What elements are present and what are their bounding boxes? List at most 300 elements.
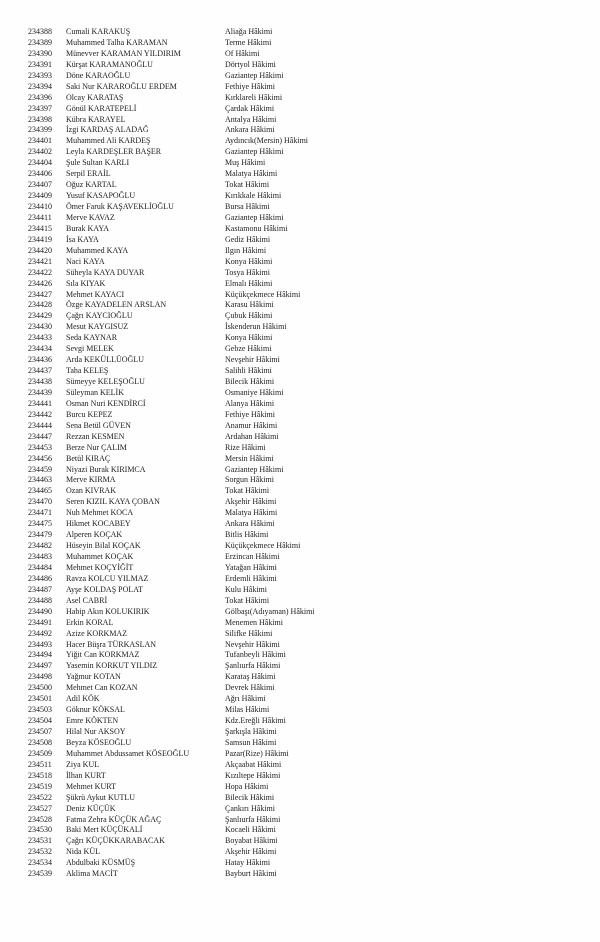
judge-id: 234507 bbox=[28, 727, 52, 736]
judge-id: 234509 bbox=[28, 748, 52, 758]
judge-title: Bitlis Hâkimi bbox=[225, 530, 269, 540]
judge-title: Tokat Hâkimi bbox=[225, 486, 270, 496]
judge-name: Habip Akın KOLUKIRIK bbox=[66, 606, 150, 616]
judge-id: 234518 bbox=[28, 770, 52, 780]
table-row bbox=[28, 475, 600, 486]
table-row bbox=[28, 694, 600, 705]
table-row bbox=[28, 410, 600, 421]
table-row bbox=[28, 202, 600, 213]
table-row bbox=[28, 563, 600, 574]
judge-id: 234503 bbox=[28, 705, 52, 715]
judge-title: Şarkışla Hâkimi bbox=[225, 727, 277, 736]
judge-title: Tokat Hâkimi bbox=[225, 595, 270, 605]
judge-id: 234430 bbox=[28, 322, 52, 332]
table-row bbox=[28, 432, 600, 443]
table-row bbox=[28, 640, 600, 651]
judge-name: Betül KIRAÇ bbox=[66, 453, 111, 463]
judge-title: Kızıltepe Hâkimi bbox=[225, 770, 281, 780]
judge-title: Konya Hâkimi bbox=[225, 256, 273, 266]
table-row bbox=[28, 825, 600, 836]
judge-name: Deniz KÜÇÜK bbox=[66, 803, 116, 813]
judge-title: Hatay Hâkimi bbox=[225, 858, 271, 868]
judge-id: 234475 bbox=[28, 519, 52, 529]
judge-name: Süheyla KAYA DUYAR bbox=[66, 267, 145, 277]
table-row bbox=[28, 836, 600, 847]
judge-title: Ankara Hâkimi bbox=[225, 125, 275, 135]
table-row bbox=[28, 847, 600, 858]
judge-title: Ilgın Hâkimi bbox=[225, 245, 267, 255]
judge-id: 234508 bbox=[28, 737, 52, 747]
judge-id: 234484 bbox=[28, 562, 52, 572]
judge-id: 234497 bbox=[28, 661, 52, 671]
judge-title: Salihli Hâkimi bbox=[225, 366, 272, 376]
judge-title: Kocaeli Hâkimi bbox=[225, 825, 276, 835]
table-row bbox=[28, 574, 600, 585]
judge-name: Burcu KEPEZ bbox=[66, 409, 113, 419]
judge-title: Sorgun Hâkimi bbox=[225, 475, 274, 485]
judge-id: 234530 bbox=[28, 825, 52, 835]
judge-id: 234397 bbox=[28, 103, 52, 113]
table-row bbox=[28, 421, 600, 432]
judge-id: 234394 bbox=[28, 81, 52, 91]
table-row bbox=[28, 60, 600, 71]
judge-id: 234409 bbox=[28, 191, 52, 201]
judge-name: Muhammed KAYA bbox=[66, 245, 129, 255]
judge-id: 234463 bbox=[28, 475, 52, 485]
judge-id: 234399 bbox=[28, 125, 52, 135]
judge-title: Nevşehir Hâkimi bbox=[225, 639, 280, 649]
judge-title: Erdemli Hâkimi bbox=[225, 573, 277, 583]
judge-title: Rize Hâkimi bbox=[225, 442, 266, 452]
judge-title: Milas Hâkimi bbox=[225, 705, 270, 715]
judge-id: 234410 bbox=[28, 202, 52, 211]
judge-id: 234436 bbox=[28, 355, 52, 365]
judge-title: Akçaabat Hâkimi bbox=[225, 759, 282, 769]
judge-name: Muhammet KOÇAK bbox=[66, 552, 134, 561]
judge-id: 234447 bbox=[28, 431, 52, 441]
table-row bbox=[28, 388, 600, 399]
judge-title: İskenderun Hâkimi bbox=[225, 322, 287, 332]
judge-id: 234498 bbox=[28, 672, 52, 682]
judge-title: Gaziantep Hâkimi bbox=[225, 147, 284, 157]
judge-title: Pazar(Rize) Hâkimi bbox=[225, 748, 289, 758]
judge-id: 234419 bbox=[28, 234, 52, 244]
judge-name: Serpil ERAİL bbox=[66, 169, 111, 179]
judge-name: Ömer Faruk KAŞAVEKLİOĞLU bbox=[66, 202, 174, 211]
judge-id: 234389 bbox=[28, 37, 52, 47]
judge-title: Bilecik Hâkimi bbox=[225, 377, 275, 386]
judge-name: Baki Mert KÜÇÜKALİ bbox=[66, 825, 143, 835]
judge-title: Malatya Hâkimi bbox=[225, 169, 278, 179]
table-row bbox=[28, 815, 600, 826]
table-row bbox=[28, 290, 600, 301]
judge-id: 234493 bbox=[28, 639, 52, 649]
judge-name: Berze Nur ÇALIM bbox=[66, 442, 127, 452]
table-row bbox=[28, 486, 600, 497]
judge-name: Hilal Nur AKSOY bbox=[66, 727, 126, 736]
judge-id: 234396 bbox=[28, 92, 52, 102]
judge-name: Saki Nur KARAROĞLU ERDEM bbox=[66, 81, 177, 91]
table-row bbox=[28, 771, 600, 782]
judge-name: Seren KIZIL KAYA ÇOBAN bbox=[66, 497, 160, 507]
judge-id: 234415 bbox=[28, 223, 52, 233]
table-row bbox=[28, 169, 600, 180]
judge-name: Rezzan KESMEN bbox=[66, 431, 125, 441]
table-row bbox=[28, 366, 600, 377]
judge-id: 234482 bbox=[28, 541, 52, 551]
judge-title: Bayburt Hâkimi bbox=[225, 869, 277, 879]
judge-id: 234439 bbox=[28, 387, 52, 397]
judge-title: Tokat Hâkimi bbox=[225, 180, 270, 190]
judge-name: Göknur KÖKSAL bbox=[66, 705, 125, 715]
table-row bbox=[28, 661, 600, 672]
judge-name: Münevver KARAMAN YILDIRIM bbox=[66, 48, 181, 58]
table-row bbox=[28, 377, 600, 388]
judge-title: Terme Hâkimi bbox=[225, 37, 272, 47]
judge-name: Mesut KAYGISUZ bbox=[66, 322, 129, 332]
judge-name: Çağrı KAYCIOĞLU bbox=[66, 311, 133, 321]
judge-id: 234465 bbox=[28, 486, 52, 496]
table-row bbox=[28, 49, 600, 60]
judge-name: Ravza KOLCU YILMAZ bbox=[66, 573, 149, 583]
judge-title: Gediz Hâkimi bbox=[225, 234, 271, 244]
judge-id: 234491 bbox=[28, 617, 52, 627]
judge-title: Gaziantep Hâkimi bbox=[225, 70, 284, 80]
judge-title: Gebze Hâkimi bbox=[225, 344, 272, 354]
judge-name: Osman Nuri KENDİRCİ bbox=[66, 398, 146, 408]
table-row bbox=[28, 650, 600, 661]
judge-title: Bursa Hâkimi bbox=[225, 202, 270, 211]
judge-id: 234391 bbox=[28, 59, 52, 69]
table-row bbox=[28, 683, 600, 694]
judge-id: 234429 bbox=[28, 311, 52, 321]
table-row bbox=[28, 629, 600, 640]
judge-name: Sıla KIYAK bbox=[66, 278, 106, 288]
judge-title: Küçükçekmece Hâkimi bbox=[225, 541, 301, 551]
judge-id: 234407 bbox=[28, 180, 52, 190]
table-row bbox=[28, 497, 600, 508]
judge-name: Yasemin KORKUT YILDIZ bbox=[66, 661, 158, 671]
table-row bbox=[28, 465, 600, 476]
judge-title: Osmaniye Hâkimi bbox=[225, 387, 284, 397]
judge-name: Merve KAVAZ bbox=[66, 212, 115, 222]
judge-name: Burak KAYA bbox=[66, 223, 110, 233]
judge-id: 234421 bbox=[28, 256, 52, 266]
judge-id: 234438 bbox=[28, 377, 52, 386]
table-row bbox=[28, 541, 600, 552]
judge-id: 234487 bbox=[28, 584, 52, 594]
judge-name: Niyazi Burak KIRIMCA bbox=[66, 464, 146, 474]
judge-title: Of Hâkimi bbox=[225, 48, 260, 58]
judge-id: 234456 bbox=[28, 453, 52, 463]
judge-title: Ardahan Hâkimi bbox=[225, 431, 279, 441]
judge-title: Yatağan Hâkimi bbox=[225, 562, 277, 572]
table-row bbox=[28, 333, 600, 344]
judge-title: Elmalı Hâkimi bbox=[225, 278, 273, 288]
judge-title: Çardak Hâkimi bbox=[225, 103, 275, 113]
table-row bbox=[28, 224, 600, 235]
judge-name: Sena Betül GÜVEN bbox=[66, 420, 131, 430]
judge-id: 234479 bbox=[28, 530, 52, 540]
judge-name: Muhammet Abdussamet KÖSEOĞLU bbox=[66, 748, 190, 758]
table-row bbox=[28, 158, 600, 169]
table-row bbox=[28, 344, 600, 355]
judge-name: Çağrı KÜÇÜKKARABACAK bbox=[66, 836, 165, 846]
judge-name: Ayşe KOLDAŞ POLAT bbox=[66, 584, 144, 594]
judge-title: Kulu Hâkimi bbox=[225, 584, 267, 594]
judge-name: Hacer Büşra TÜRKASLAN bbox=[66, 639, 157, 649]
judge-title: Konya Hâkimi bbox=[225, 333, 273, 343]
judge-name: Hüseyin Bilal KOÇAK bbox=[66, 541, 141, 551]
judge-name: Nuh Mehmet KOCA bbox=[66, 508, 134, 518]
table-row bbox=[28, 246, 600, 257]
judge-name: Naci KAYA bbox=[66, 256, 105, 266]
judge-title: Karataş Hâkimi bbox=[225, 672, 276, 682]
judge-name: Erkin KORAL bbox=[66, 617, 114, 627]
table-row bbox=[28, 300, 600, 311]
table-row bbox=[28, 136, 600, 147]
table-row bbox=[28, 311, 600, 322]
table-row bbox=[28, 760, 600, 771]
judge-title: Menemen Hâkimi bbox=[225, 617, 283, 627]
judge-title: Kastamonu Hâkimi bbox=[225, 223, 288, 233]
table-row bbox=[28, 454, 600, 465]
judge-name: Sümeyye KELEŞOĞLU bbox=[66, 377, 145, 386]
judge-id: 234483 bbox=[28, 552, 52, 561]
judge-title: Nevşehir Hâkimi bbox=[225, 355, 280, 365]
judge-title: Bilecik Hâkimi bbox=[225, 792, 275, 802]
judge-id: 234434 bbox=[28, 344, 52, 354]
judge-name: Şule Sultan KARLI bbox=[66, 158, 130, 168]
judge-title: Alanya Hâkimi bbox=[225, 398, 275, 408]
table-row bbox=[28, 355, 600, 366]
table-row bbox=[28, 322, 600, 333]
judge-id: 234402 bbox=[28, 147, 52, 157]
judge-name: Mehmet KAYACI bbox=[66, 289, 125, 299]
judge-name: Azize KORKMAZ bbox=[66, 628, 128, 638]
table-row bbox=[28, 793, 600, 804]
judge-id: 234398 bbox=[28, 114, 52, 124]
judge-name: Kübra KARAYEL bbox=[66, 114, 126, 124]
judge-name: Beyza KÖSEOĞLU bbox=[66, 737, 132, 747]
judge-title: Tosya Hâkimi bbox=[225, 267, 270, 277]
judge-name: İlhan KURT bbox=[66, 770, 106, 780]
judge-title: Kırıkkale Hâkimi bbox=[225, 191, 282, 201]
judge-name: İsa KAYA bbox=[66, 234, 99, 244]
table-row bbox=[28, 93, 600, 104]
judge-name: Yusuf KASAPOĞLU bbox=[66, 191, 136, 201]
judge-title: Tufanbeyli Hâkimi bbox=[225, 650, 286, 660]
judge-id: 234531 bbox=[28, 836, 52, 846]
judge-title: Kırklareli Hâkimi bbox=[225, 92, 283, 102]
judge-title: Hopa Hâkimi bbox=[225, 781, 269, 791]
judge-id: 234486 bbox=[28, 573, 52, 583]
judge-id: 234426 bbox=[28, 278, 52, 288]
judge-name: Merve KIRMA bbox=[66, 475, 116, 485]
table-row bbox=[28, 618, 600, 629]
judge-name: Sevgi MELEK bbox=[66, 344, 114, 354]
judge-id: 234427 bbox=[28, 289, 52, 299]
judge-title: Küçükçekmece Hâkimi bbox=[225, 289, 301, 299]
judge-id: 234401 bbox=[28, 136, 52, 146]
judge-id: 234433 bbox=[28, 333, 52, 343]
judge-name: Ozan KIVRAK bbox=[66, 486, 116, 496]
table-row bbox=[28, 749, 600, 760]
table-row bbox=[28, 180, 600, 191]
judge-name: Gönül KARATEPELİ bbox=[66, 103, 137, 113]
judge-id: 234528 bbox=[28, 814, 52, 824]
judge-id: 234428 bbox=[28, 300, 52, 310]
judge-id: 234411 bbox=[28, 212, 52, 222]
judge-id: 234406 bbox=[28, 169, 52, 179]
table-row bbox=[28, 213, 600, 224]
judge-id: 234494 bbox=[28, 650, 52, 660]
table-row bbox=[28, 82, 600, 93]
judge-name: Özge KAYADELEN ARSLAN bbox=[66, 300, 167, 310]
judge-title: Silifke Hâkimi bbox=[225, 628, 273, 638]
judge-title: Mersin Hâkimi bbox=[225, 453, 274, 463]
judge-name: Fatma Zehra KÜÇÜK AĞAÇ bbox=[66, 814, 162, 824]
table-row bbox=[28, 585, 600, 596]
judge-id: 234422 bbox=[28, 267, 52, 277]
judge-id: 234527 bbox=[28, 803, 52, 813]
table-row bbox=[28, 596, 600, 607]
judge-name: Leyla KARDEŞLER BAŞER bbox=[66, 147, 162, 157]
table-row bbox=[28, 38, 600, 49]
judge-title: Antalya Hâkimi bbox=[225, 114, 277, 124]
judge-name: Nida KÜL bbox=[66, 847, 100, 857]
judge-name: Süleyman KELİK bbox=[66, 387, 124, 397]
judge-id: 234444 bbox=[28, 420, 52, 430]
judge-title: Çankırı Hâkimi bbox=[225, 803, 275, 813]
judge-title: Fethiye Hâkimi bbox=[225, 409, 275, 419]
judge-title: Karasu Hâkimi bbox=[225, 300, 274, 310]
judge-title: Dörtyol Hâkimi bbox=[225, 59, 276, 69]
table-row bbox=[28, 279, 600, 290]
table-row bbox=[28, 782, 600, 793]
judge-id: 234500 bbox=[28, 683, 52, 693]
judge-id: 234442 bbox=[28, 409, 52, 419]
judge-name: Alperen KOÇAK bbox=[66, 530, 123, 540]
judge-name: Muhammed Talha KARAMAN bbox=[66, 37, 168, 47]
judge-name: Arda KEKÜLLÜOĞLU bbox=[66, 355, 144, 365]
judge-id: 234490 bbox=[28, 606, 52, 616]
judge-id: 234420 bbox=[28, 245, 52, 255]
table-row bbox=[28, 716, 600, 727]
table-row bbox=[28, 530, 600, 541]
table-row bbox=[28, 607, 600, 618]
table-row bbox=[28, 552, 600, 563]
judge-title: Gaziantep Hâkimi bbox=[225, 464, 284, 474]
judge-title: Erzincan Hâkimi bbox=[225, 552, 280, 561]
judge-name: Abdulbaki KÜSMÜŞ bbox=[66, 858, 136, 868]
judge-id: 234459 bbox=[28, 464, 52, 474]
table-row bbox=[28, 399, 600, 410]
judge-name: Mehmet Can KOZAN bbox=[66, 683, 138, 693]
table-row bbox=[28, 268, 600, 279]
judge-name: Yağmur KOTAN bbox=[66, 672, 121, 682]
table-row bbox=[28, 869, 600, 880]
table-row bbox=[28, 519, 600, 530]
judge-list bbox=[28, 27, 600, 880]
judge-title: Muş Hâkimi bbox=[225, 158, 266, 168]
judge-title: Akşehir Hâkimi bbox=[225, 497, 277, 507]
table-row bbox=[28, 858, 600, 869]
judge-name: Mehmet KOÇYİĞİT bbox=[66, 562, 134, 572]
judge-id: 234534 bbox=[28, 858, 52, 868]
table-row bbox=[28, 257, 600, 268]
judge-name: Muhammed Ali KARDEŞ bbox=[66, 136, 151, 146]
judge-name: İzgi KARDAŞ ALADAĞ bbox=[66, 125, 149, 135]
table-row bbox=[28, 27, 600, 38]
judge-title: Anamur Hâkimi bbox=[225, 420, 278, 430]
judge-title: Samsun Hâkimi bbox=[225, 737, 277, 747]
judge-id: 234492 bbox=[28, 628, 52, 638]
judge-title: Şanlıurfa Hâkimi bbox=[225, 814, 281, 824]
judge-name: Asel CABRİ bbox=[66, 595, 108, 605]
judge-id: 234501 bbox=[28, 694, 52, 704]
table-row bbox=[28, 705, 600, 716]
judge-name: Oğuz KARTAL bbox=[66, 180, 117, 190]
judge-id: 234393 bbox=[28, 70, 52, 80]
judge-name: Aklima MACİT bbox=[66, 869, 118, 879]
table-row bbox=[28, 508, 600, 519]
judge-title: Gaziantep Hâkimi bbox=[225, 212, 284, 222]
judge-title: Aydıncık(Mersin) Hâkimi bbox=[225, 136, 309, 146]
judge-name: Şükrü Aykut KUTLU bbox=[66, 792, 136, 802]
judge-title: Fethiye Hâkimi bbox=[225, 81, 275, 91]
table-row bbox=[28, 738, 600, 749]
table-row bbox=[28, 443, 600, 454]
judge-id: 234441 bbox=[28, 398, 52, 408]
judge-id: 234390 bbox=[28, 48, 52, 58]
judge-name: Cumali KARAKUŞ bbox=[66, 27, 131, 36]
judge-title: Kdz.Ereğli Hâkimi bbox=[225, 716, 286, 726]
table-row bbox=[28, 191, 600, 202]
judge-id: 234522 bbox=[28, 792, 52, 802]
judge-id: 234519 bbox=[28, 781, 52, 791]
judge-title: Şanlıurfa Hâkimi bbox=[225, 661, 281, 671]
table-row bbox=[28, 104, 600, 115]
judge-name: Seda KAYNAR bbox=[66, 333, 118, 343]
judge-id: 234453 bbox=[28, 442, 52, 452]
judge-id: 234470 bbox=[28, 497, 52, 507]
judge-title: Ağrı Hâkimi bbox=[225, 694, 266, 704]
judge-name: Kürşat KARAMANOĞLU bbox=[66, 59, 153, 69]
judge-id: 234504 bbox=[28, 716, 52, 726]
judge-name: Yiğit Can KORKMAZ bbox=[66, 650, 140, 660]
judge-id: 234404 bbox=[28, 158, 52, 168]
table-row bbox=[28, 672, 600, 683]
judge-id: 234388 bbox=[28, 27, 52, 36]
judge-name: Mehmet KURT bbox=[66, 781, 116, 791]
judge-name: Döne KARAOĞLU bbox=[66, 70, 131, 80]
judge-id: 234511 bbox=[28, 759, 52, 769]
table-row bbox=[28, 125, 600, 136]
table-row bbox=[28, 727, 600, 738]
judge-id: 234532 bbox=[28, 847, 52, 857]
judge-name: Hikmet KOCABEY bbox=[66, 519, 131, 529]
judge-name: Taha KELEŞ bbox=[66, 366, 109, 376]
table-row bbox=[28, 804, 600, 815]
table-row bbox=[28, 115, 600, 126]
judge-name: Adil KÖK bbox=[66, 694, 100, 704]
judge-title: Ankara Hâkimi bbox=[225, 519, 275, 529]
judge-id: 234488 bbox=[28, 595, 52, 605]
judge-name: Ziya KUL bbox=[66, 759, 100, 769]
judge-title: Aliağa Hâkimi bbox=[225, 27, 273, 36]
judge-id: 234471 bbox=[28, 508, 52, 518]
